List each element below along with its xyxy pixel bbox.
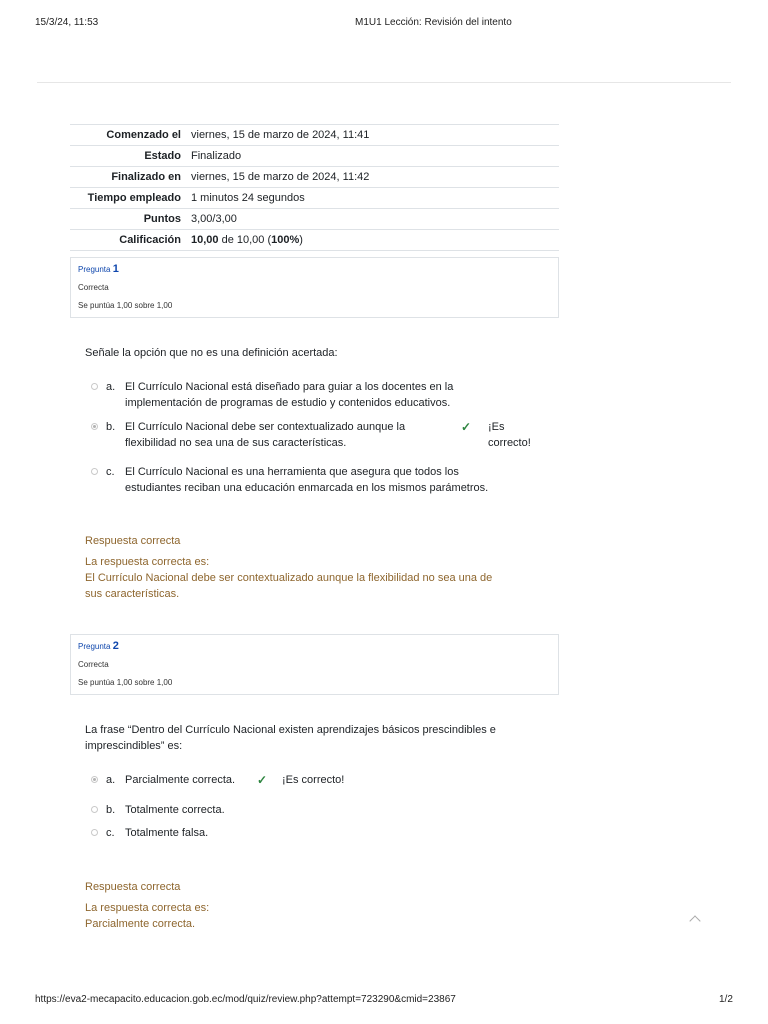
radio-selected-icon[interactable] [91,423,98,430]
summary-row-started [70,125,559,146]
header-divider [37,82,731,83]
grade-out-of: de 10,00 ( [218,234,272,246]
feedback-line: correcto! [488,437,531,449]
right-answer-line: Parcialmente correcta. [85,918,196,930]
question-grade: Se puntúa 1,00 sobre 1,00 [78,678,173,687]
summary-label: Puntos [70,209,186,230]
option-letter: b. [106,421,116,433]
summary-grade [186,230,559,251]
summary-label: Tiempo empleado [70,188,186,209]
option-letter: b. [106,804,116,816]
scroll-to-top-chevron-icon[interactable] [689,915,700,926]
summary-row-finished [70,167,559,188]
radio-unselected-icon[interactable] [91,806,98,813]
question-grade: Se puntúa 1,00 sobre 1,00 [78,301,173,310]
option-line: implementación de programas de estudio y contenidos educativos. [125,397,451,409]
option-text [125,379,525,411]
question-state: Correcta [78,283,109,292]
option-letter: a. [106,381,116,393]
grade-close: ) [299,234,303,246]
correct-check-icon: ✓ [257,773,268,787]
summary-value: 1 minutos 24 segundos [186,188,559,209]
print-page-title: M1U1 Lección: Revisión del intento [355,17,512,28]
grade-percent: 100% [271,234,300,246]
option-text: Parcialmente correcta. [125,774,236,786]
question-2-right-answer [85,900,555,932]
radio-selected-icon[interactable] [91,776,98,783]
summary-row-grade [70,230,559,251]
option-feedback: ¡Es correcto! [282,774,345,786]
attempt-summary-table [70,124,559,251]
option-feedback [488,419,531,451]
option-line: El Currículo Nacional está diseñado para guiar a los docentes en la [125,381,454,393]
grade-value: 10,00 [191,234,219,246]
option-line: estudiantes reciban una educación enmarcada en los mismos parámetros. [125,482,489,494]
correct-check-icon: ✓ [461,420,472,434]
print-url: https://eva2-mecapacito.educacion.gob.ec/mod/quiz/review.php?attempt=723290&cmid=23867 [35,994,456,1005]
summary-value: Finalizado [186,146,559,167]
option-letter: c. [106,466,115,478]
summary-value: 3,00/3,00 [186,209,559,230]
question-text-line: La frase “Dentro del Currículo Nacional existen aprendizajes básicos prescindibles e [85,724,496,736]
question-2-info [70,634,559,695]
option-line: El Currículo Nacional debe ser contextualizado aunque la [125,421,406,433]
option-letter: c. [106,827,115,839]
option-letter: a. [106,774,116,786]
question-num: 1 [112,263,119,275]
right-answer-intro: La respuesta correcta es: [85,556,210,568]
question-1-info [70,257,559,318]
feedback-line: ¡Es [488,421,505,433]
question-2-text [85,722,555,754]
question-text-line: imprescindibles” es: [85,740,183,752]
option-text [125,419,455,451]
option-text: Totalmente falsa. [125,827,209,839]
option-line: El Currículo Nacional es una herramienta que asegura que todos los [125,466,459,478]
summary-label: Calificación [70,230,186,251]
question-label: Pregunta [78,265,111,274]
summary-label: Finalizado en [70,167,186,188]
print-datetime: 15/3/24, 11:53 [35,17,99,28]
option-text [125,464,545,496]
question-2-outcome: Respuesta correcta [85,881,181,893]
print-page-number: 1/2 [719,994,733,1005]
summary-value: viernes, 15 de marzo de 2024, 11:42 [186,167,559,188]
right-answer-line: El Currículo Nacional debe ser contextualizado aunque la flexibilidad no sea una de [85,572,493,584]
radio-unselected-icon[interactable] [91,468,98,475]
question-num: 2 [112,640,119,652]
option-text: Totalmente correcta. [125,804,225,816]
summary-row-points [70,209,559,230]
question-label: Pregunta [78,642,111,651]
radio-unselected-icon[interactable] [91,383,98,390]
question-1-right-answer [85,554,555,602]
right-answer-intro: La respuesta correcta es: [85,902,210,914]
right-answer-line: sus características. [85,588,180,600]
question-1-text: Señale la opción que no es una definición acertada: [85,347,338,359]
question-state: Correcta [78,660,109,669]
summary-row-state [70,146,559,167]
summary-value: viernes, 15 de marzo de 2024, 11:41 [186,125,559,146]
summary-row-time [70,188,559,209]
question-number [78,640,551,652]
radio-unselected-icon[interactable] [91,829,98,836]
summary-label: Estado [70,146,186,167]
option-line: flexibilidad no sea una de sus características. [125,437,347,449]
summary-label: Comenzado el [70,125,186,146]
question-1-outcome: Respuesta correcta [85,535,181,547]
question-number [78,263,551,275]
